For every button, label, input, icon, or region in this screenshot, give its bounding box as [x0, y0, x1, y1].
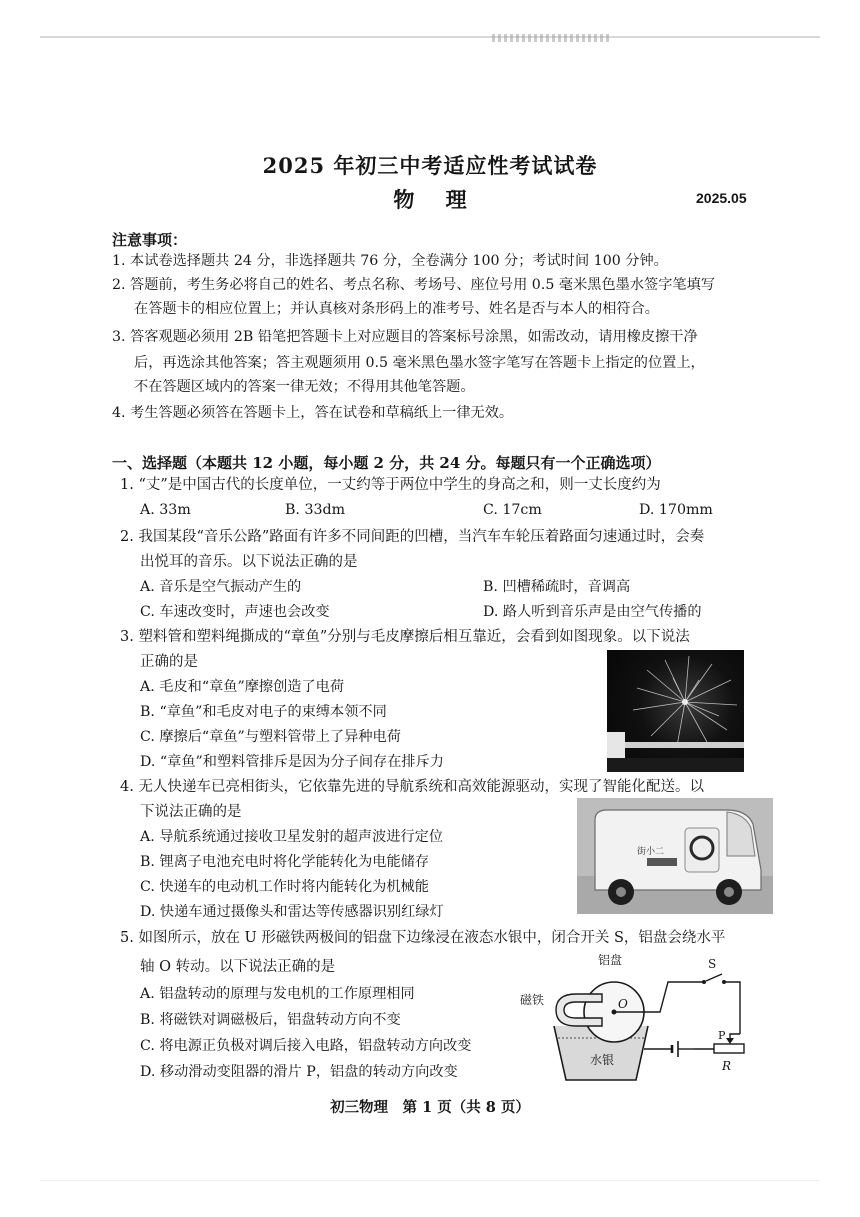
notice-heading: 注意事项：: [112, 231, 188, 249]
notice-line: 2. 答题前，考生务必将自己的姓名、考点名称、考场号、座位号用 0.5 毫米黑色墨水签字笔填写: [112, 277, 715, 293]
question-1-stem: 1. “丈”是中国古代的长度单位，一丈约等于两位中学生的身高之和，则一丈长度约为: [120, 477, 661, 493]
notice-line: 在答题卡的相应位置上；并认真核对条形码上的准考号、姓名是否与本人的相符合。: [134, 301, 659, 317]
question-1-option-a: A. 33m: [140, 502, 191, 518]
scan-smudge: [492, 34, 612, 42]
label-slider: P: [718, 1029, 726, 1042]
question-4-stem-line-1: 4. 无人快递车已亮相街头，它依靠先进的导航系统和高效能源驱动，实现了智能化配送。以: [120, 779, 704, 795]
page-footer: 初三物理 第 1 页（共 8 页）: [330, 1099, 530, 1116]
section-heading: 一、选择题（本题共 12 小题，每小题 2 分，共 24 分。每题只有一个正确选项）: [112, 454, 661, 472]
delivery-van-illustration: [577, 798, 773, 914]
subject-char-1: 物: [393, 187, 415, 212]
exam-title: 2025 年初三中考适应性考试试卷: [262, 153, 598, 178]
van-label: 街小二: [637, 847, 665, 857]
static-octopus-photo: [607, 650, 744, 772]
label-magnet: 磁铁: [520, 993, 545, 1007]
notice-line: 3. 答客观题必须用 2B 铅笔把答题卡上对应题目的答案标号涂黑，如需改动，请用橡皮擦干净: [112, 329, 698, 345]
notice-line: 后，再选涂其他答案；答主观题须用 0.5 毫米黑色墨水签字笔写在答题卡上指定的位置上，: [134, 355, 705, 371]
aluminum-disc-circuit: [518, 952, 748, 1087]
question-4-option-c: C. 快递车的电动机工作时将内能转化为机械能: [140, 879, 429, 895]
label-disc: 铝盘: [598, 953, 623, 967]
question-5-option-d: D. 移动滑动变阻器的滑片 P，铝盘的转动方向改变: [140, 1064, 458, 1080]
question-4-stem-line-2: 下说法正确的是: [140, 804, 242, 820]
question-2-option-d: D. 路人听到音乐声是由空气传播的: [483, 604, 702, 620]
exam-date: 2025.05: [696, 190, 747, 206]
question-2-option-a: A. 音乐是空气振动产生的: [140, 579, 302, 595]
label-mercury: 水银: [590, 1053, 615, 1067]
notice-line: 1. 本试卷选择题共 24 分，非选择题共 76 分，全卷满分 100 分；考试时间 100 分钟。: [112, 253, 668, 269]
question-1-option-c: C. 17cm: [483, 502, 542, 518]
question-5-option-b: B. 将磁铁对调磁极后，铝盘转动方向不变: [140, 1012, 401, 1028]
label-axis: O: [618, 997, 628, 1011]
question-5-stem-line-2: 轴 O 转动。以下说法正确的是: [140, 959, 336, 975]
static-octopus-illustration: [607, 650, 744, 772]
question-3-stem-line-1: 3. 塑料管和塑料绳撕成的“章鱼”分别与毛皮摩擦后相互靠近，会看到如图现象。以下说法: [120, 629, 690, 645]
question-3-option-c: C. 摩擦后“章鱼”与塑料管带上了异种电荷: [140, 729, 401, 745]
circuit-diagram: [518, 952, 748, 1087]
bottom-rule: [40, 1180, 820, 1181]
question-2-option-c: C. 车速改变时，声速也会改变: [140, 604, 330, 620]
question-3-option-d: D. “章鱼”和塑料管排斥是因为分子间存在排斥力: [140, 754, 444, 770]
question-5-option-c: C. 将电源正负极对调后接入电路，铝盘转动方向改变: [140, 1038, 472, 1054]
question-3-option-b: B. “章鱼”和毛皮对电子的束缚本领不同: [140, 704, 387, 720]
label-rheostat: R: [722, 1059, 732, 1073]
subject-char-2: 理: [445, 187, 467, 212]
question-3-option-a: A. 毛皮和“章鱼”摩擦创造了电荷: [140, 679, 345, 695]
delivery-van-photo: [577, 798, 773, 914]
notice-line: 不在答题区域内的答案一律无效；不得用其他笔答题。: [134, 379, 475, 395]
question-5-stem-line-1: 5. 如图所示，放在 U 形磁铁两极间的铝盘下边缘浸在液态水银中，闭合开关 S，铝盘会绕水平: [120, 930, 726, 946]
question-4-option-b: B. 锂离子电池充电时将化学能转化为电能储存: [140, 854, 430, 870]
notice-line: 4. 考生答题必须答在答题卡上，答在试卷和草稿纸上一律无效。: [112, 405, 514, 421]
top-rule: [40, 36, 820, 38]
question-2-option-b: B. 凹槽稀疏时，音调高: [483, 579, 631, 595]
question-1-option-b: B. 33dm: [285, 502, 346, 518]
label-switch: S: [708, 957, 717, 971]
question-4-option-d: D. 快递车通过摄像头和雷达等传感器识别红绿灯: [140, 904, 444, 920]
question-2-stem-line-2: 出悦耳的音乐。以下说法正确的是: [140, 554, 358, 570]
question-2-stem-line-1: 2. 我国某段“音乐公路”路面有许多不同间距的凹槽，当汽车车轮压着路面匀速通过时，会奏: [120, 529, 705, 545]
question-3-stem-line-2: 正确的是: [140, 654, 198, 670]
question-4-option-a: A. 导航系统通过接收卫星发射的超声波进行定位: [140, 829, 444, 845]
question-1-option-d: D. 170mm: [639, 502, 713, 518]
question-5-option-a: A. 铝盘转动的原理与发电机的工作原理相同: [140, 986, 415, 1002]
